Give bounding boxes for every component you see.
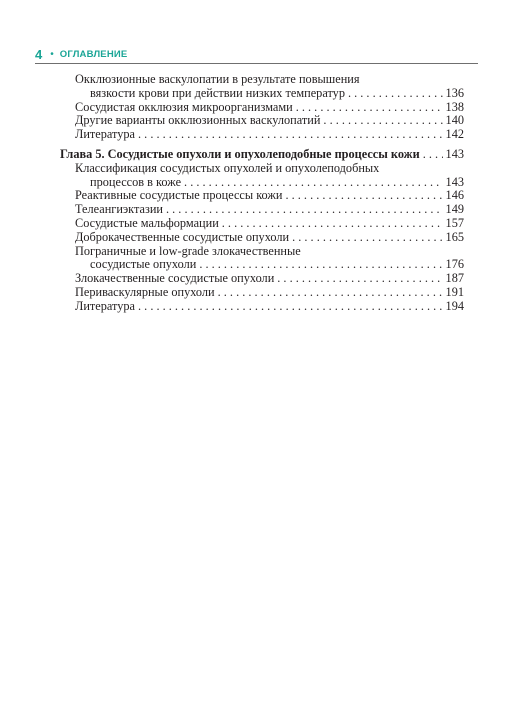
toc-leader-dots xyxy=(323,114,442,128)
toc-page-number: 191 xyxy=(445,284,464,299)
toc-leader-dots xyxy=(166,203,443,217)
toc-leader-dots xyxy=(423,148,443,162)
toc-page-number: 187 xyxy=(445,271,464,286)
toc-page-number: 194 xyxy=(445,298,464,313)
toc-entry-title: Классификация сосудистых опухолей и опухолеподобных xyxy=(75,160,380,175)
toc-page-number: 149 xyxy=(445,202,464,217)
toc-leader-dots xyxy=(222,217,443,231)
toc-page-number: 157 xyxy=(445,215,464,230)
header-title: ОГЛАВЛЕНИЕ xyxy=(59,49,128,60)
toc-entry xyxy=(75,272,464,286)
toc-entry-line xyxy=(75,162,464,176)
toc-entry xyxy=(75,101,464,115)
toc-entry-title: Злокачественные сосудистые опухоли xyxy=(75,271,275,286)
toc-entry-title: Литература xyxy=(75,298,136,313)
toc-page-number: 143 xyxy=(445,174,464,189)
header-bullet: • xyxy=(50,49,54,60)
toc-entry-title: Сосудистая окклюзия микроорганизмами xyxy=(75,99,293,114)
toc-entry xyxy=(75,128,464,142)
toc-page-number: 140 xyxy=(445,113,464,128)
toc-entry-line xyxy=(75,203,464,217)
toc-entry-title: Доброкачественные сосудистые опухоли xyxy=(75,229,290,244)
toc-entry-line xyxy=(75,272,464,286)
toc-leader-dots xyxy=(285,189,442,203)
toc-entry-title: сосудистые опухоли xyxy=(90,257,197,272)
toc-entry-line xyxy=(75,101,464,115)
toc-entry xyxy=(75,73,464,101)
toc-leader-dots xyxy=(184,176,443,190)
toc-entry-title: Глава 5. Сосудистые опухоли и опухолеподобные процессы кожи xyxy=(60,146,420,161)
toc-entry-line xyxy=(75,176,464,190)
toc-entry-line xyxy=(75,73,464,87)
toc-entry-title: Телеангиэктазии xyxy=(75,202,163,217)
toc-entry-title: процессов в коже xyxy=(90,174,182,189)
toc-entry-title: Другие варианты окклюзионных васкулопатий xyxy=(75,113,321,128)
toc-page-number: 142 xyxy=(445,127,464,142)
toc-leader-dots xyxy=(199,258,442,272)
toc-entry-title: Реактивные сосудистые процессы кожи xyxy=(75,188,283,203)
toc-entry-title: вязкости крови при действии низких температур xyxy=(90,85,345,100)
toc-entry-title: Пограничные и low-grade злокачественные xyxy=(75,243,301,258)
toc-entry-line xyxy=(75,286,464,300)
toc-page-number: 136 xyxy=(445,85,464,100)
toc-leader-dots xyxy=(296,101,443,115)
toc-entry-line xyxy=(75,114,464,128)
toc-page-number: 146 xyxy=(445,188,464,203)
toc-leader-dots xyxy=(138,128,443,142)
toc-entry xyxy=(60,148,464,162)
toc-leader-dots xyxy=(292,231,442,245)
toc-entry xyxy=(75,231,464,245)
running-header xyxy=(35,47,127,62)
toc-entry-title: Окклюзионные васкулопатии в результате повышения xyxy=(75,72,360,86)
toc-entry-title: Литература xyxy=(75,127,136,142)
toc-entry-line xyxy=(60,148,464,162)
toc-page-number: 138 xyxy=(445,99,464,114)
toc-entry xyxy=(75,217,464,231)
toc-page-number: 165 xyxy=(445,229,464,244)
toc-entry-line xyxy=(75,245,464,259)
toc-entry-line xyxy=(75,189,464,203)
toc-entry xyxy=(75,300,464,314)
toc-entry-line xyxy=(75,217,464,231)
toc-page-number: 143 xyxy=(445,146,464,161)
toc-leader-dots xyxy=(138,300,443,314)
toc-entry xyxy=(75,286,464,300)
toc-entry xyxy=(75,245,464,273)
toc-leader-dots xyxy=(218,286,443,300)
toc-entry-line xyxy=(75,258,464,272)
toc-entry xyxy=(75,114,464,128)
page-number: 4 xyxy=(35,47,43,62)
toc-entry xyxy=(75,162,464,190)
toc-entry-title: Сосудистые мальформации xyxy=(75,215,219,230)
toc-entry xyxy=(75,203,464,217)
toc-entry-title: Периваскулярные опухоли xyxy=(75,284,215,299)
toc-leader-dots xyxy=(277,272,442,286)
toc-entry-line xyxy=(75,128,464,142)
header-rule xyxy=(35,63,478,64)
toc-entry-line xyxy=(75,300,464,314)
toc-entry-line xyxy=(75,231,464,245)
table-of-contents xyxy=(60,73,464,314)
toc-entry-line xyxy=(75,87,464,101)
toc-leader-dots xyxy=(348,87,443,101)
toc-page-number: 176 xyxy=(445,257,464,272)
toc-entry xyxy=(75,189,464,203)
